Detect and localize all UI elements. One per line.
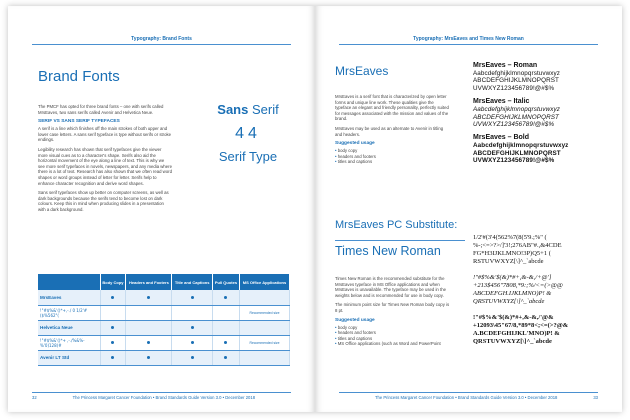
usage-dot-icon — [111, 326, 114, 329]
specimen-line: ABCDEFGHIJKLMNOPQRST — [473, 149, 561, 157]
usage-list-2 — [335, 325, 451, 347]
tnr-specimen-line: RSTUVWXYZ[\]^_`abcde — [473, 258, 544, 265]
mrseaves-paragraph-2: MrsEaves may be used as an alternate to Avenir in titling and headers. — [335, 125, 444, 137]
tnr-title-line1: MrsEaves PC Substitute: — [335, 219, 458, 231]
font-name-cell: MrsEaves — [38, 290, 100, 305]
table-cell — [212, 350, 239, 365]
mrseaves-paragraph-1: MrsEaves is a serif font that is characterized by open letter forms and unique line work. These qualities give the typeface an elegant and friendly personality, perfectly suited for messages associated with the mission and values of the brand. — [335, 94, 449, 122]
table-cell — [212, 290, 239, 305]
table-header-cell: Pull Quotes — [212, 274, 239, 290]
specimen-line: Aabcdefghijklmnopqrstuvwxyz — [473, 70, 561, 77]
usage-subhead-2: Suggested usage — [335, 317, 375, 323]
table-cell — [126, 290, 172, 305]
table-cell — [172, 335, 212, 350]
tnr-specimen-line: QRSTUVWXYZ[\]^_`abcde — [473, 298, 545, 305]
tnr-paragraph-1: Times New Roman is the recommended substitute for the MrsEaves typeface in MS Office applications and when MrsEaves is unavailable. The typeface may be used in the weights below and is recommended for use in body copy. — [335, 276, 446, 298]
tnr-specimen-line: ABCDEFGH.IJKLMNO)P! & — [473, 290, 552, 297]
serif-paragraph-2: Legibility research has shown that serif typefaces give the viewer more visual cues as to a character's shape. Serifs also aid the horizontal movement of the eye along a line of text. This is why we see more serif typefaces in novels, newspapers, and any media where there is a lot of text. Research has also shown that we often read word shapes or word groups instead of letter for letter. Serifs help to enhance character recognition and derive word shapes. — [38, 146, 172, 186]
tnr-specimen-italic — [473, 274, 613, 306]
usage-dot-icon — [111, 356, 114, 359]
tnr-specimen-line: 1/2'#(3'4(562%7(8(5'9.;%" ( — [473, 234, 547, 241]
specimen-roman — [473, 62, 613, 92]
usage-dot-icon — [224, 341, 227, 344]
specimen-line: UVWXYZ123456789!@#$% — [473, 157, 555, 165]
footer-right — [339, 392, 598, 400]
sample-serif-word: Serif — [251, 102, 279, 117]
table-row — [38, 350, 290, 365]
title-divider — [335, 240, 465, 241]
font-name-cell: !"#$%&'()*+ ,-./%&%-%'0)128(# — [38, 335, 100, 350]
table-cell — [126, 335, 172, 350]
usage-dot-icon — [147, 356, 150, 359]
table-cell — [172, 305, 212, 320]
title-mrseaves: MrsEaves — [335, 64, 389, 78]
running-head-right: Typography: MrsEaves and Times New Roman — [339, 36, 598, 45]
tnr-paragraph-2: The minimum point size for Times New Roman body copy is 8 pt. — [335, 302, 450, 313]
sample-serif-type: Serif Type — [218, 149, 278, 164]
running-head-left: Typography: Brand Fonts — [32, 36, 291, 45]
sample-sans-word: Sans — [217, 102, 249, 117]
right-page — [315, 6, 622, 412]
usage-dot-icon — [191, 356, 194, 359]
sample-numbers: 44 — [235, 125, 261, 142]
tnr-specimen-line: +213$456"7808,*9:;%/<=(>@@ — [473, 282, 563, 289]
usage-subhead-1: Suggested usage — [335, 141, 375, 147]
specimen-line: UVWXYZ123456789!@#$% — [473, 84, 555, 92]
font-usage-table — [38, 274, 290, 366]
usage-dot-icon — [224, 296, 227, 299]
serif-sample-graphic — [198, 102, 298, 164]
table-cell — [100, 320, 126, 335]
page-title-brand-fonts: Brand Fonts — [38, 68, 120, 85]
table-cell — [212, 335, 239, 350]
specimen-line: ABCDEFGHIJKLMNOPQRST — [473, 113, 559, 121]
font-name-cell: !"#$%&'()*+,-./ 0 1/2'#($%562"( — [38, 305, 100, 320]
table-cell — [240, 320, 290, 335]
tnr-specimen-line: %-;<=>?>/]'3!;276AB"#.,&4CDE — [473, 242, 562, 249]
table-cell — [212, 305, 239, 320]
table-header-cell — [38, 274, 100, 290]
specimen-line: Aabcdefghijklmnopqrstuvwxyz — [473, 142, 569, 150]
table-cell — [100, 350, 126, 365]
table-cell — [172, 290, 212, 305]
list-item: • headers and footers — [335, 330, 451, 336]
serif-paragraph-3: Sans serif typefaces show up better on computer screens, as well as dark backgrounds because the serifs tend to become lost on dark colours. Keep this in mind when producing slides in a presentation with a dark background. — [38, 190, 169, 212]
tnr-specimen-line: QRSTUVWXYZ[\]^_`abcde — [473, 338, 552, 345]
table-body — [38, 290, 290, 365]
tnr-body — [335, 276, 451, 347]
serif-subhead: SERIF VS SANS SERIF TYPEFACES — [38, 119, 120, 125]
footer-text-left: The Princess Margaret Cancer Foundation • Brand Standards Guide Version 3.0 • December 2018 — [72, 395, 256, 400]
title-tnr-substitute — [335, 218, 465, 232]
page-number-left: 32 — [32, 395, 37, 400]
mrseaves-specimens — [473, 62, 613, 171]
specimen-line: UVWXYZ123456789!@#$% — [473, 121, 555, 129]
left-page — [8, 6, 315, 412]
specimen-name: MrsEaves – Bold — [473, 134, 530, 142]
list-item: • body copy — [335, 325, 451, 331]
table-row — [38, 305, 290, 320]
tnr-specimen-line: +12093\45"67/8,*89*8<;<=(>?@& — [473, 322, 569, 329]
book-spread — [8, 6, 622, 412]
table-row — [38, 320, 290, 335]
serif-paragraph-1: A serif is a line which finishes off the main strokes of both upper and lower case letters. A sans serif typeface is type without serifs or stroke endings. — [38, 126, 172, 143]
usage-dot-icon — [111, 341, 114, 344]
list-item: • body copy — [335, 148, 451, 154]
tnr-specimen-line: !"#$%&'$(&)*#+,&-&,/+@'] — [473, 274, 552, 281]
font-name-cell: Avenir LT Std — [38, 350, 100, 365]
usage-dot-icon — [191, 296, 194, 299]
specimen-bold — [473, 134, 613, 164]
table-header-cell: Title and Captions — [172, 274, 212, 290]
font-name-cell: Helvetica Neue — [38, 320, 100, 335]
usage-dot-icon — [111, 296, 114, 299]
usage-dot-icon — [147, 296, 150, 299]
tnr-specimen-roman — [473, 234, 613, 266]
table-cell — [240, 350, 290, 365]
recommended-size-label: Recommended size — [249, 341, 280, 345]
tnr-specimen-line: !"#$%&'$(&)*#+,&-&,/'@& — [473, 314, 554, 321]
sample-line-sans-serif — [198, 102, 298, 117]
page-number-right: 33 — [593, 395, 598, 400]
list-item: • titles and captions — [335, 159, 451, 165]
usage-dot-icon — [191, 341, 194, 344]
table-cell — [172, 320, 212, 335]
specimen-italic — [473, 98, 613, 128]
left-body-text — [38, 104, 172, 217]
usage-dot-icon — [147, 341, 150, 344]
list-item: • headers and footers — [335, 154, 451, 160]
tnr-title-line2: Times New Roman — [335, 244, 441, 258]
table-cell — [172, 350, 212, 365]
table-cell — [126, 320, 172, 335]
footer-left — [32, 392, 291, 400]
table-header-cell: MS Office Applications — [240, 274, 290, 290]
tnr-specimen-bold — [473, 314, 613, 346]
table-row — [38, 335, 290, 350]
table-cell — [100, 305, 126, 320]
table-cell — [212, 320, 239, 335]
tnr-specimen-line: FG*H3IJKLMNO!3P)Q5+1 ( — [473, 250, 551, 257]
list-item: • MS Office applications (such as Word and PowerPoint — [335, 341, 451, 347]
specimen-line: ABCDEFGHIJKLMNOPQRST — [473, 77, 559, 85]
table-header-cell: Body Copy — [100, 274, 126, 290]
specimen-name: MrsEaves – Italic — [473, 98, 530, 106]
table-row — [38, 290, 290, 305]
tnr-specimens — [473, 234, 613, 354]
footer-text-right: The Princess Margaret Cancer Foundation • Brand Standards Guide Version 3.0 • December 2018 — [374, 395, 558, 400]
usage-dot-icon — [224, 356, 227, 359]
recommended-size-label: Recommended size — [249, 311, 280, 315]
table-header-row — [38, 274, 290, 290]
table-cell — [240, 290, 290, 305]
usage-dot-icon — [191, 326, 194, 329]
usage-list-1 — [335, 148, 451, 165]
list-item: • titles and captions — [335, 336, 451, 342]
intro-paragraph: The PMCF has opted for three brand fonts – one with serifs called MrsEaves, two sans serifs called Avenir and Helvetica Neue. — [38, 104, 164, 115]
table-cell — [126, 305, 172, 320]
table-cell — [126, 350, 172, 365]
table-cell — [240, 335, 290, 350]
specimen-name: MrsEaves – Roman — [473, 62, 538, 69]
mrseaves-body — [335, 94, 451, 165]
tnr-specimen-line: A.BCDEFGHIJKL'MNO)P! & — [473, 330, 560, 337]
table-cell — [100, 290, 126, 305]
table-cell — [240, 305, 290, 320]
table-header-cell: Headers and Footers — [126, 274, 172, 290]
specimen-line: Aabcdefghijklmnopqrstuvwxyz — [473, 106, 561, 114]
table-cell — [100, 335, 126, 350]
